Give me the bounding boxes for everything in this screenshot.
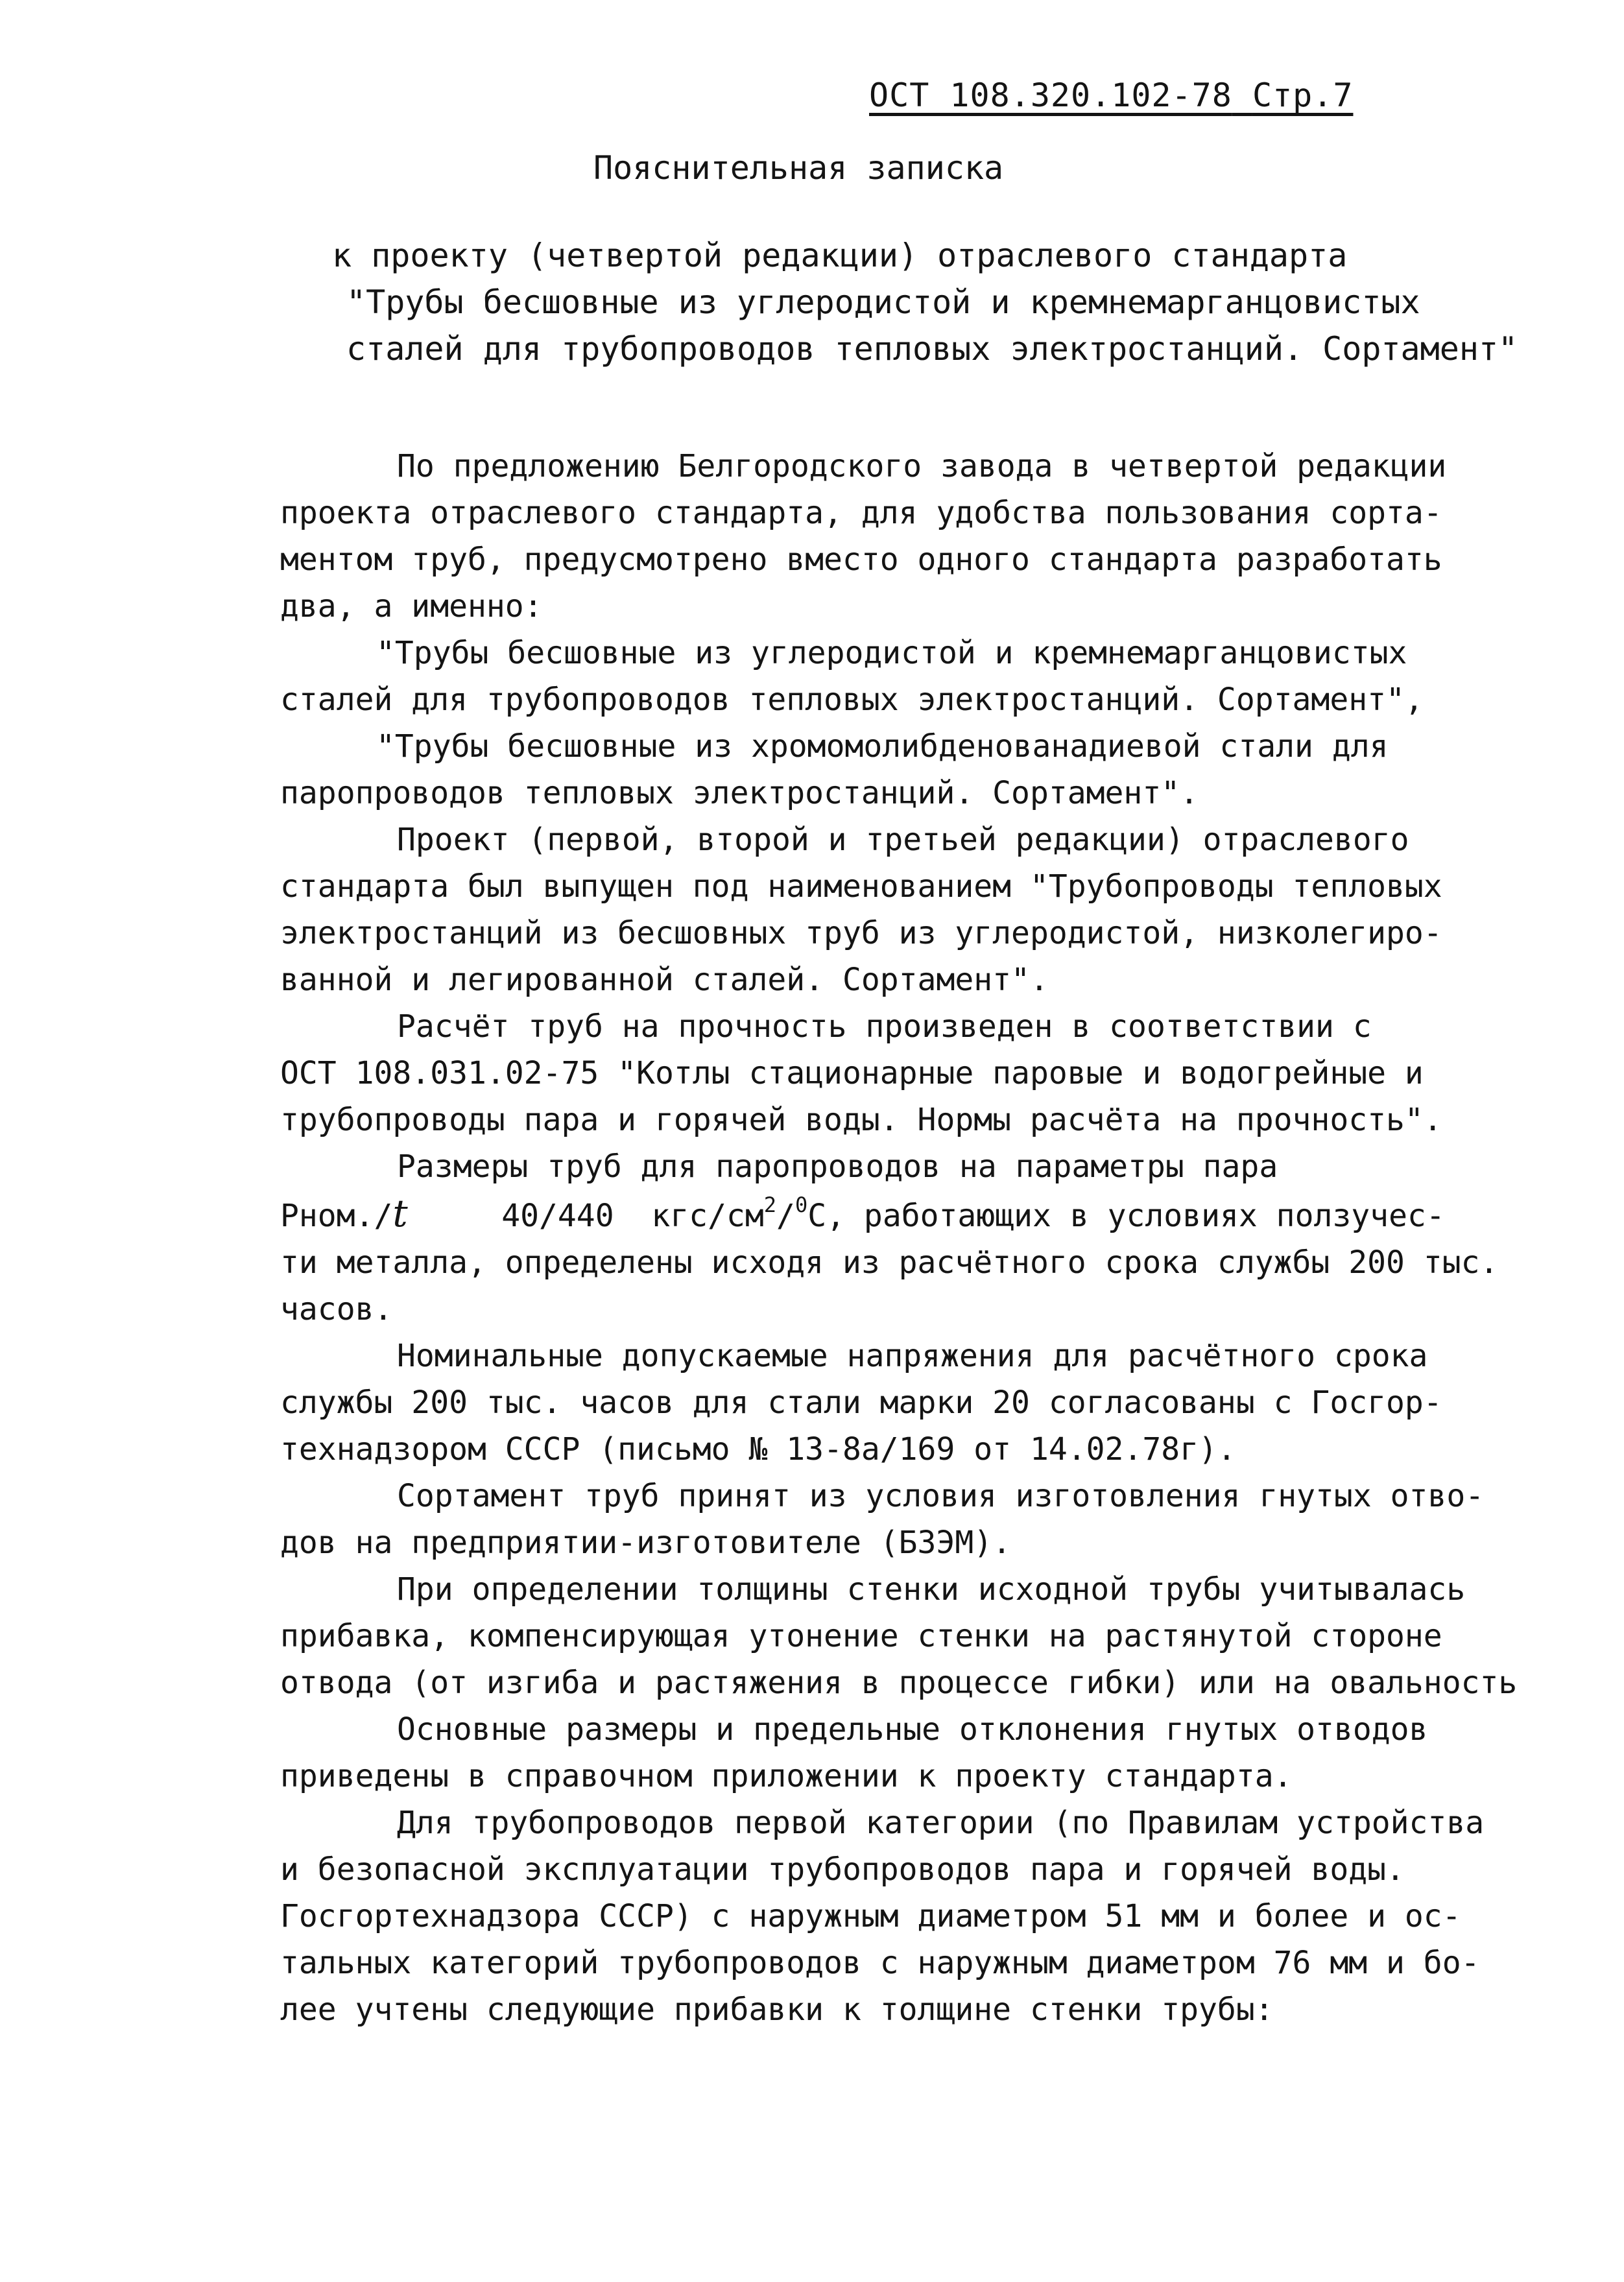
formula-unit: кгс/см — [651, 1198, 764, 1234]
formula-degree: 0 — [794, 1193, 808, 1217]
body-line: ОСТ 108.031.02-75 "Котлы стационарные паровые и водогрейные и — [280, 1055, 1424, 1091]
body-line: "Трубы бесшовные из углеродистой и кремнемарганцовистых — [376, 635, 1407, 671]
formula-rest: С, работающих в условиях ползучес- — [807, 1198, 1445, 1234]
formula-superscript: 2 — [763, 1193, 777, 1217]
body-line: прибавка, компенсирующая утонение стенки на растянутой стороне — [280, 1618, 1442, 1654]
body-line: проекта отраслевого стандарта, для удобства пользования сорта- — [280, 495, 1442, 531]
body-line: дов на предприятии-изготовителе (БЗЭМ). — [280, 1525, 1012, 1561]
body-line: трубопроводы пара и горячей воды. Нормы расчёта на прочность". — [280, 1102, 1442, 1138]
body-line: Сортамент труб принят из условия изготовления гнутых отво- — [397, 1478, 1485, 1514]
body-line: технадзором СССР (письмо № 13-8а/169 от 14.02.78г). — [280, 1431, 1236, 1468]
body-line: лее учтены следующие прибавки к толщине стенки трубы: — [280, 1991, 1274, 2028]
body-line: приведены в справочном приложении к проекту стандарта. — [280, 1758, 1293, 1794]
subtitle-line: сталей для трубопроводов тепловых электростанций. Сортамент" — [346, 330, 1518, 368]
document-header — [869, 77, 1353, 114]
body-line: ментом труб, предусмотрено вместо одного стандарта разработать — [280, 541, 1442, 578]
body-line: отвода (от изгиба и растяжения в процессе гибки) или на овальность — [280, 1665, 1518, 1701]
standard-code: ОСТ 108.320.102-78 — [869, 77, 1232, 114]
subtitle-line: к проекту (четвертой редакции) отраслевого стандарта — [332, 237, 1348, 274]
body-line: электростанций из бесшовных труб из углеродистой, низколегиро- — [280, 915, 1442, 951]
subtitle-line: "Трубы бесшовные из углеродистой и кремнемарганцовистых — [346, 283, 1420, 321]
document-body — [280, 443, 1538, 2033]
formula-slash: / — [776, 1198, 795, 1234]
formula-prefix: Рном./ — [280, 1198, 393, 1234]
body-line: службы 200 тыс. часов для стали марки 20 согласованы с Госгор- — [280, 1385, 1442, 1421]
body-line: стандарта был выпущен под наименованием "Трубопроводы тепловых — [280, 868, 1442, 905]
body-line: Основные размеры и предельные отклонения гнутых отводов — [397, 1711, 1428, 1748]
body-line: Размеры труб для паропроводов на параметры пара — [397, 1148, 1278, 1185]
document-title: Пояснительная записка — [593, 149, 1004, 187]
body-line: "Трубы бесшовные из хромомолибденованадиевой стали для — [376, 728, 1389, 765]
pressure-temperature-formula — [280, 1190, 1538, 1239]
body-line: паропроводов тепловых электростанций. Сортамент". — [280, 775, 1199, 811]
handwritten-t-symbol: t — [392, 1191, 408, 1235]
body-line: Проект (первой, второй и третьей редакции) отраслевого — [397, 822, 1409, 858]
body-line: часов. — [280, 1291, 393, 1327]
body-line: ванной и легированной сталей. Сортамент". — [280, 962, 1049, 998]
document-subtitle — [332, 232, 1518, 372]
body-line: Госгортехнадзора СССР) с наружным диаметром 51 мм и более и ос- — [280, 1898, 1461, 1934]
body-line: Расчёт труб на прочность произведен в соответствии с — [397, 1008, 1372, 1045]
body-line: тальных категорий трубопроводов с наружным диаметром 76 мм и бо- — [280, 1945, 1480, 1981]
body-line: По предложению Белгородского завода в четвертой редакции — [397, 448, 1447, 484]
body-line: При определении толщины стенки исходной трубы учитывалась — [397, 1571, 1466, 1608]
page-number-label: Стр.7 — [1252, 77, 1354, 114]
body-line: сталей для трубопроводов тепловых электростанций. Сортамент", — [280, 682, 1424, 718]
body-line: ти металла, определены исходя из расчётного срока службы 200 тыс. — [280, 1244, 1499, 1281]
body-line: Номинальные допускаемые напряжения для расчётного срока — [397, 1338, 1428, 1374]
formula-values: 40/440 — [501, 1198, 614, 1234]
body-line: два, а именно: — [280, 588, 543, 624]
body-line: и безопасной эксплуатации трубопроводов пара и горячей воды. — [280, 1851, 1405, 1888]
body-line: Для трубопроводов первой категории (по Правилам устройства — [397, 1805, 1485, 1841]
